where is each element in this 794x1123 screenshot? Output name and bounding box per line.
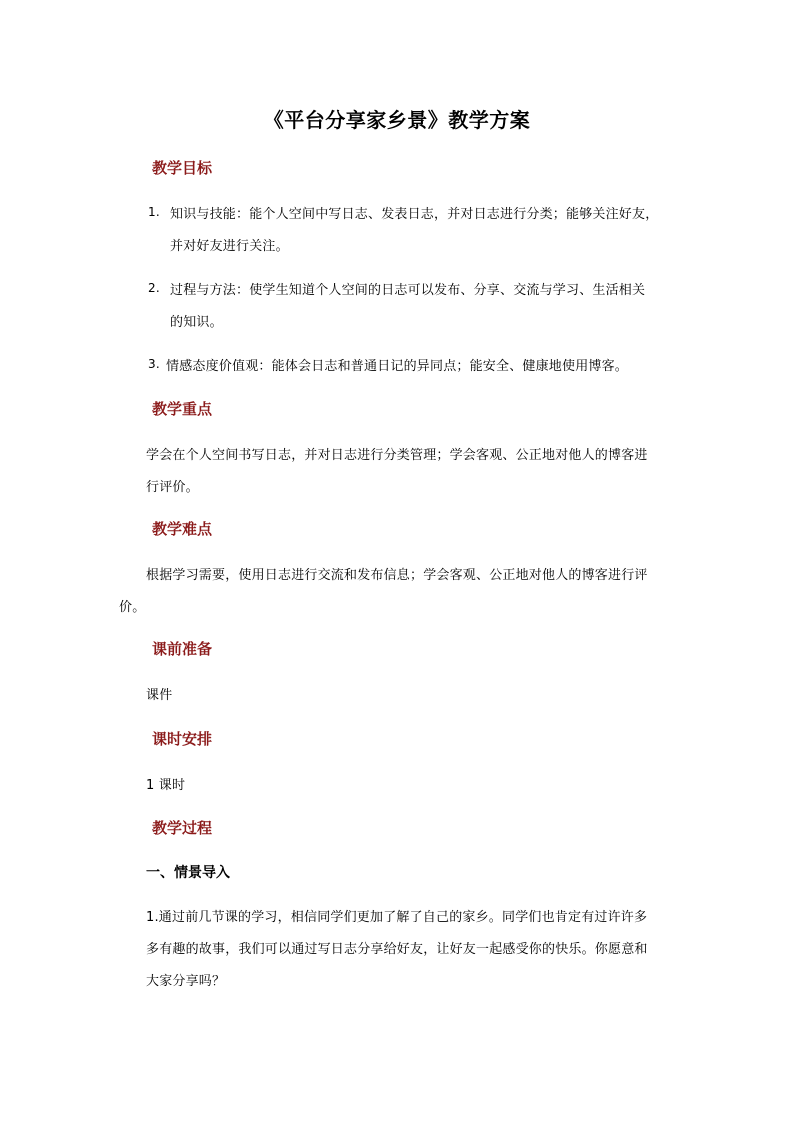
objective-1-number: 1. [148,205,160,219]
process-line2: 多有趣的故事，我们可以通过写日志分享给好友，让好友一起感受你的快乐。你愿意和 [146,942,648,957]
objectives-heading: 教学目标 [152,159,213,177]
difficulties-line2: 价。 [119,600,146,615]
objective-1-line2: 并对好友进行关注。 [170,239,289,254]
process-line1: 1.通过前几节课的学习，相信同学们更加了解了自己的家乡。同学们也肯定有过许许多 [146,910,648,925]
document-title: 《平台分享家乡景》教学方案 [263,108,531,132]
key-points-line2: 行评价。 [146,480,199,495]
preparation-heading: 课前准备 [152,640,213,658]
objective-2-line2: 的知识。 [170,315,223,330]
objective-3-line1: 情感态度价值观：能体会日志和普通日记的异同点；能安全、健康地使用博客。 [166,359,629,374]
schedule-text: 1 课时 [146,778,186,793]
difficulties-line1: 根据学习需要，使用日志进行交流和发布信息；学会客观、公正地对他人的博客进行评 [146,568,648,583]
key-points-line1: 学会在个人空间书写日志，并对日志进行分类管理；学会客观、公正地对他人的博客进 [146,448,648,463]
objective-1-line1: 知识与技能：能个人空间中写日志、发表日志，并对日志进行分类；能够关注好友， [170,207,659,222]
schedule-heading: 课时安排 [152,730,213,748]
objective-2-number: 2. [148,281,160,295]
difficulties-heading: 教学难点 [152,520,213,538]
objective-3-number: 3. [148,357,160,371]
process-heading: 教学过程 [152,819,213,837]
preparation-text: 课件 [146,688,173,703]
process-line3: 大家分享吗？ [146,974,226,989]
objective-2-line1: 过程与方法：使学生知道个人空间的日志可以发布、分享、交流与学习、生活相关 [170,283,646,298]
key-points-heading: 教学重点 [152,400,213,418]
process-subheading: 一、情景导入 [146,865,230,881]
